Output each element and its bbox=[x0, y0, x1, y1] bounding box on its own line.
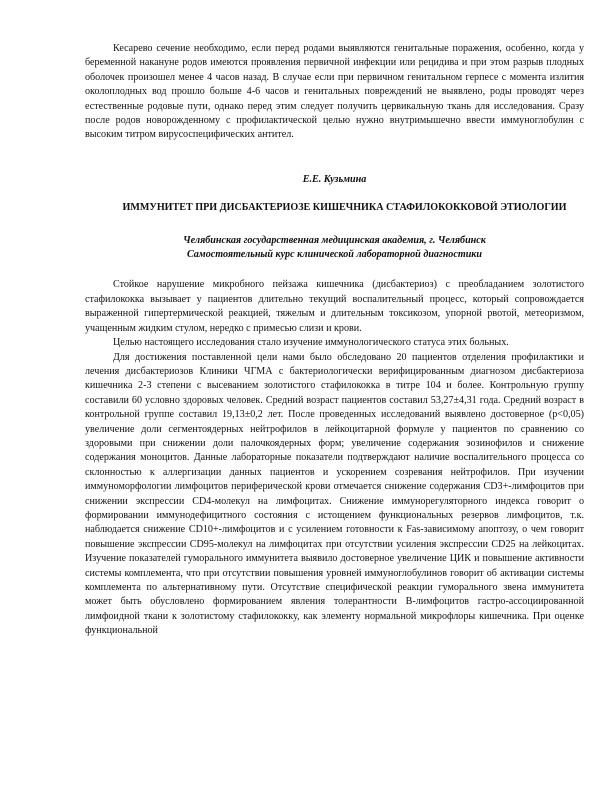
body-paragraph-2: Целью настоящего исследования стало изучение иммунологического статуса этих больных. bbox=[113, 337, 509, 349]
affiliation-block bbox=[85, 234, 584, 263]
body-paragraph-3: Для достижения поставленной цели нами было обследовано 20 пациентов отделения профилактики и лечения дисбактериозов Клиники ЧГМА с бактериологически верифицированным диагнозом дисбактериоза кишечника 2-3 степени с высеванием золотистого стафилококка в титре 104 и более. Контрольную группу составили 60 условно здоровых человек. Средний возраст пациентов составил 53,27±4,31 года. Средний возраст в контрольной группе составил 19,13±0,2 лет. После проведенных исследований выявлено достоверное (р<0,05) увеличение доли сегментоядерных нейтрофилов в лейкоцитарной формуле у пациентов по сравнению со здоровыми при снижении доли палочкоядерных форм; увеличение содержания эозинофилов и снижение содержания моноцитов. Данные лабораторные показатели подтверждают наличие воспалительного процесса со склонностью к аллергизации данных пациентов и ускорением созревания нейтрофилов. При изучении иммуноморфологии лимфоцитов периферической крови отмечается снижение содержания CD3+-лимфоцитов при снижении экспрессии CD4-молекул на лимфоцитах. Снижение иммунорегуляторного индекса говорит о формировании иммунодефицитного состояния с истощением функциональных резервов лимфоцитов, т.к. наблюдается снижение CD10+-лимфоцитов и с усилением готовности к Fas-зависимому апоптозу, о чем говорит повышение экспрессии CD95-молекул на лимфоцитах при отсутствии усиления экспрессии CD25 на лейкоцитах. Изучение показателей гуморального иммунитета выявило достоверное увеличение ЦИК и повышение активности системы комплемента, что при отсутствии повышения уровней иммуноглобулинов говорит об активации системы комплемента по альтернативному пути. Отсутствие специфической реакции гуморального звена иммунитета может быть обусловлено формированием явления толерантности В-лимфоцитов гастро-ассоциированной лимфоидной ткани к золотистому стафилококку, как элементу нормальной микрофлоры кишечника. При оценке функциональной bbox=[85, 351, 584, 637]
spacer bbox=[85, 143, 584, 157]
affiliation-institution: Челябинская государственная медицинская академия, г. Челябинск bbox=[183, 234, 486, 246]
author-name: Е.Е. Кузьмина bbox=[302, 173, 367, 185]
body-paragraph-1: Стойкое нарушение микробного пейзажа кишечника (дисбактериоз) с преобладанием золотистого стафилококка вызывает у пациентов длительно текущий воспалительный процесс, который сопровождается выраженной гипертермической реакцией, тяжелым и длительным токсикозом, упорной рвотой, метеоризмом, учащенным жидким стулом, нередко с примесью слизи и крови. bbox=[85, 279, 584, 334]
affiliation-department: Самостоятельный курс клинической лабораторной диагностики bbox=[186, 249, 483, 261]
article-title: ИММУНИТЕТ ПРИ ДИСБАКТЕРИОЗЕ КИШЕЧНИКА СТАФИЛОКОККОВОЙ ЭТИОЛОГИИ bbox=[122, 202, 567, 214]
intro-paragraph: Кесарево сечение необходимо, если перед родами выявляются генитальные поражения, особенно, когда у беременной накануне родов имеются проявления первичной инфекции или рецидива и при этом разрыв плодных оболочек произошел менее 4 часов назад. В случае если при первичном генитальном герпесе с момента излития околоплодных вод прошло больше 4-6 часов и генитальных повреждений не выявлено, роды проводят через естественные родовые пути, однако перед этим следует получить цервикальную ткань для исследования. Сразу после родов новорожденному с профилактической целью нужно внутримышечно ввести иммуноглобулин с высоким титром вирусоспецифических антител. bbox=[85, 43, 584, 141]
document-page bbox=[85, 42, 584, 639]
